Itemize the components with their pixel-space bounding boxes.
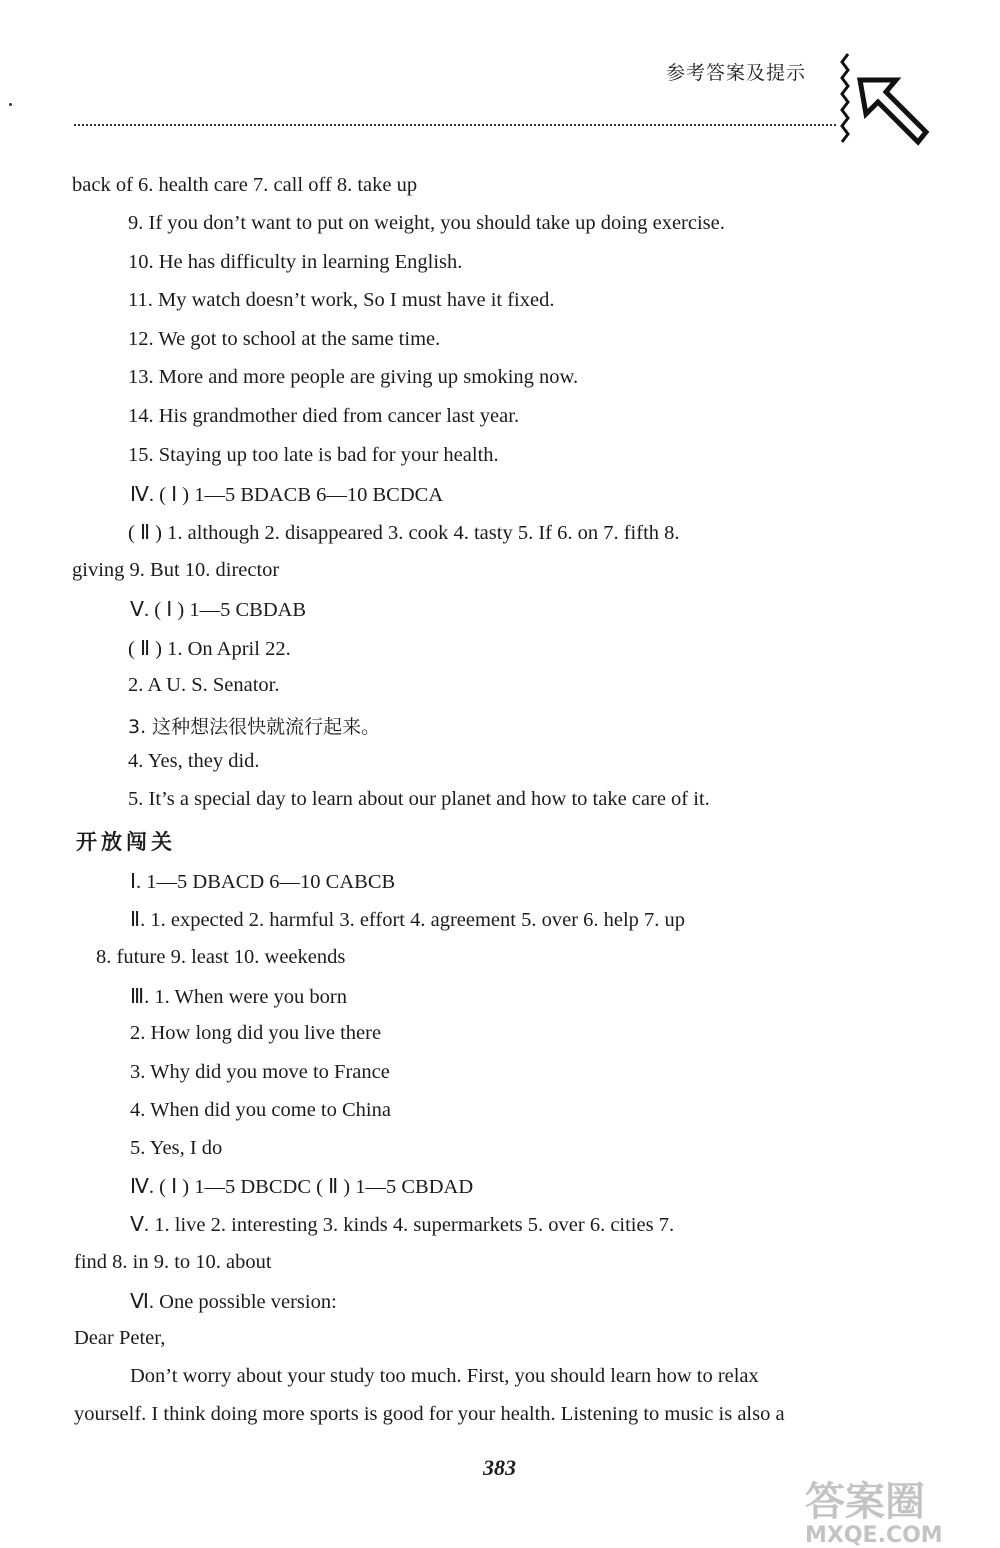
answer-line: Don’t worry about your study too much. First, you should learn how to relax [130,1365,759,1387]
answer-line: Ⅲ. 1. When were you born [130,986,347,1008]
answer-line: Dear Peter, [74,1327,166,1349]
answer-line: Ⅳ. ( Ⅰ ) 1—5 BDACB 6—10 BCDCA [130,484,444,506]
section-heading: 开放闯关 [76,830,176,854]
corner-arrow-icon [836,50,936,150]
answer-line: 9. If you don’t want to put on weight, you should take up doing exercise. [128,212,725,234]
answer-line: 5. Yes, I do [130,1137,223,1159]
answer-line: ( Ⅱ ) 1. On April 22. [128,638,291,660]
answer-line: Ⅴ. ( Ⅰ ) 1—5 CBDAB [130,599,307,621]
answer-line: Ⅳ. ( Ⅰ ) 1—5 DBCDC ( Ⅱ ) 1—5 CBDAD [130,1176,474,1198]
answer-line: 3. 这种想法很快就流行起来。 [128,716,381,738]
answer-line: 4. Yes, they did. [128,750,260,772]
watermark [805,1470,943,1548]
answer-line: 3. Why did you move to France [130,1061,390,1083]
answer-line: 11. My watch doesn’t work, So I must have it fixed. [128,289,555,311]
answer-line: 15. Staying up too late is bad for your health. [128,444,499,466]
page-number: 383 [483,1455,516,1480]
answer-line: 14. His grandmother died from cancer last year. [128,405,520,427]
answer-line: ( Ⅱ ) 1. although 2. disappeared 3. cook 4. tasty 5. If 6. on 7. fifth 8. [128,522,680,544]
answer-line: 13. More and more people are giving up smoking now. [128,366,579,388]
answer-line: giving 9. But 10. director [72,559,280,581]
answer-line: 2. A U. S. Senator. [128,674,280,696]
answer-line: back of 6. health care 7. call off 8. take up [72,174,418,196]
answer-line: yourself. I think doing more sports is good for your health. Listening to music is also a [74,1403,785,1425]
answer-line: 4. When did you come to China [130,1099,391,1121]
watermark-text: 答案圈 [805,1479,925,1525]
header-title: 参考答案及提示 [666,62,807,84]
answer-line: find 8. in 9. to 10. about [74,1251,272,1273]
header-divider [74,124,836,126]
answer-line: 5. It’s a special day to learn about our planet and how to take care of it. [128,788,710,810]
answer-line: 10. He has difficulty in learning English. [128,251,463,273]
answer-line: 2. How long did you live there [130,1022,382,1044]
answer-line: Ⅴ. 1. live 2. interesting 3. kinds 4. supermarkets 5. over 6. cities 7. [130,1214,675,1236]
answer-line: 8. future 9. least 10. weekends [96,946,346,968]
answer-line: 12. We got to school at the same time. [128,328,441,350]
answer-line: Ⅰ. 1—5 DBACD 6—10 CABCB [130,871,396,893]
answer-line: Ⅱ. 1. expected 2. harmful 3. effort 4. agreement 5. over 6. help 7. up [130,909,686,931]
watermark-url: MXQE.COM [805,1523,943,1548]
scan-speck [9,103,12,106]
answer-line: Ⅵ. One possible version: [130,1291,337,1313]
